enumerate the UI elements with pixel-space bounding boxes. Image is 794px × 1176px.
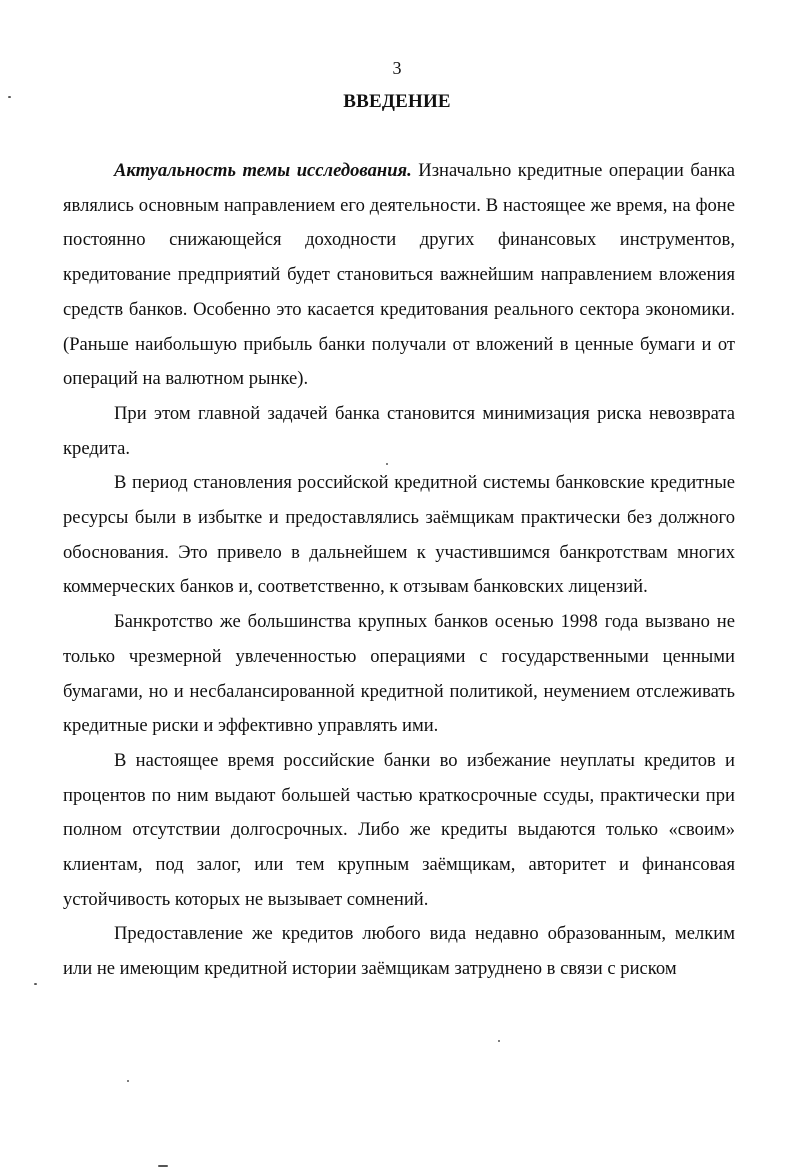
paragraph-text: В период становления российской кредитной системы банковские кредитные ресурсы были в избытке и предоставлялись заёмщикам практически без должного обоснования. Это привело в дальнейшем к участившимся банкротствам многих коммерческих банков и, соответственно, к отзывам банковских лицензий. — [63, 472, 735, 598]
paragraph — [63, 917, 735, 986]
scan-speck — [34, 983, 37, 985]
scan-speck — [158, 1165, 168, 1167]
paragraph-text: В настоящее время российские банки во избежание неуплаты кредитов и процентов по ним выдают большей частью краткосрочные ссуды, практически при полном отсутствии долгосрочных. Либо же кредиты выдаются только «своим» клиентам, под залог, или тем крупным заёмщикам, авторитет и финансовая устойчивость которых не вызывает сомнений. — [63, 749, 735, 910]
scan-speck — [386, 463, 388, 465]
paragraph — [63, 154, 735, 397]
paragraph-text: При этом главной задачей банка становится минимизация риска невозврата кредита. — [63, 402, 735, 459]
paragraph — [63, 397, 735, 466]
paragraph-text: Предоставление же кредитов любого вида недавно образованным, мелким или не имеющим кредитной истории заёмщикам затруднено в связи с риском — [63, 923, 735, 980]
paragraph — [63, 744, 735, 918]
body-text — [63, 154, 735, 987]
paragraph — [63, 466, 735, 605]
scan-speck — [8, 96, 11, 98]
paragraph-lead: Актуальность темы исследования. — [114, 160, 412, 181]
paragraph — [63, 605, 735, 744]
scan-speck — [127, 1080, 129, 1082]
section-heading: ВВЕДЕНИЕ — [343, 91, 451, 112]
paragraph-text: Банкротство же большинства крупных банков осенью 1998 года вызвано не только чрезмерной увлеченностью операциями с государственными ценными бумагами, но и несбалансированной кредитной политикой, неумением отслеживать кредитные риски и эффективно управлять ими. — [63, 611, 735, 737]
scan-speck — [498, 1040, 500, 1042]
paragraph-text: Изначально кредитные операции банка являлись основным направлением его деятельности. В настоящее же время, на фоне постоянно снижающейся доходности других финансовых инструментов, кредитование предприятий будет становиться важнейшим направлением вложения средств банков. Особенно это касается кредитования реального сектора экономики. (Раньше наибольшую прибыль банки получали от вложений в ценные бумаги и от операций на валютном рынке). — [63, 160, 735, 390]
page-number: 3 — [392, 58, 402, 78]
